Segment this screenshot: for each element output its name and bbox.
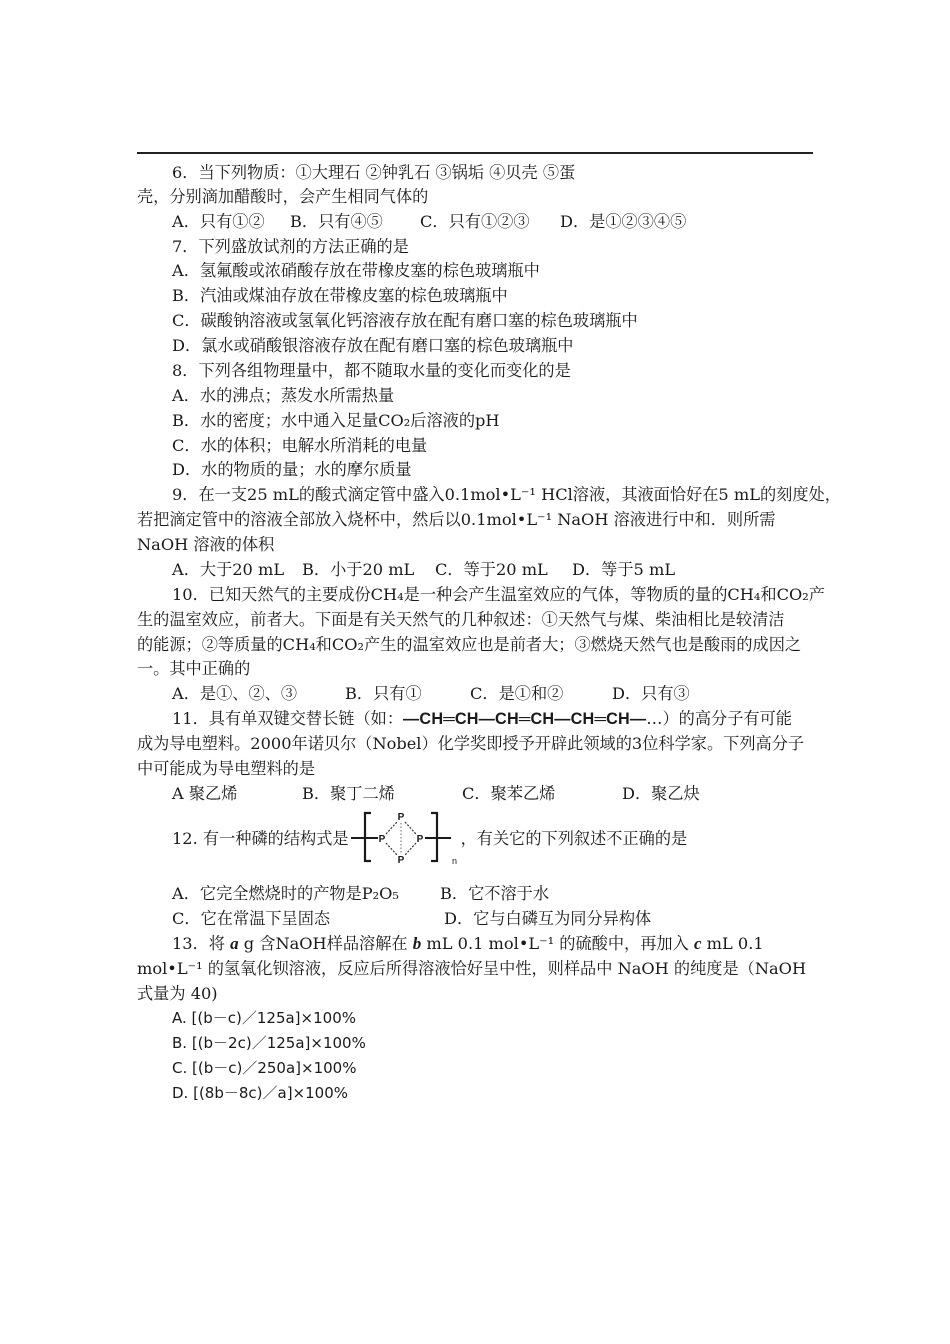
q6-stem-line-2: 壳，分别滴加醋酸时，会产生相同气体的 [137, 187, 429, 206]
q11-chain-formula: —CH═CH—CH═CH—CH═CH— [403, 710, 647, 728]
repeat-subscript-n: n [451, 856, 457, 866]
q6-option-d: D．是①②③④⑤ [560, 212, 687, 231]
q11-stem-line-3: 中可能成为导电塑料的是 [137, 759, 316, 778]
q12-options-row-2 [0, 906, 950, 931]
q12-option-c: C．它在常温下呈固态 [172, 909, 331, 928]
atom-p-bottom: P [397, 855, 404, 866]
q13-option-b: B. [(b－2c)／125a]×100% [172, 1034, 366, 1052]
q13-text-2: g 含NaOH样品溶解在 [238, 934, 413, 953]
q12-options-row-1 [0, 881, 950, 906]
bond-right-bottom [405, 843, 416, 855]
q13-text-3: mL 0.1 mol•L⁻¹ 的硫酸中，再加入 [421, 934, 694, 953]
q10-option-d: D．只有③ [612, 684, 690, 703]
q13-stem-line-2: mol•L⁻¹ 的氢氧化钡溶液，反应后所得溶液恰好呈中性，则样品中 NaOH 的纯度是（NaOH [137, 959, 807, 978]
q7-option-c: C．碳酸钠溶液或氢氧化钙溶液存放在配有磨口塞的棕色玻璃瓶中 [172, 311, 638, 330]
q13-var-c: c [693, 934, 702, 953]
q10-stem-line-1: 10．已知天然气的主要成份CH₄是一种会产生温室效应的气体，等物质的量的CH₄和CO₂产 [172, 585, 825, 604]
bond-left-top [386, 822, 397, 834]
q10-stem-line-3: 的能源；②等质量的CH₄和CO₂产生的温室效应也是前者大；③燃烧天然气也是酸雨的成因之 [137, 635, 802, 654]
q9-stem-line-3: NaOH 溶液的体积 [137, 535, 275, 554]
q6-stem-line-1: 6．当下列物质：①大理石 ②钟乳石 ③锅垢 ④贝壳 ⑤蛋 [172, 163, 576, 182]
q10-option-c: C．是①和② [470, 684, 564, 703]
q9-option-d: D．等于5 mL [572, 560, 676, 579]
q11-stem-line-1 [172, 706, 792, 731]
q10-option-b: B．只有① [345, 684, 422, 703]
q13-option-a: A. [(b－c)／125a]×100% [172, 1009, 356, 1027]
header-rule [137, 152, 813, 154]
q11-options [0, 781, 950, 806]
q9-option-c: C．等于20 mL [435, 560, 548, 579]
q9-stem-line-2: 若把滴定管中的溶液全部放入烧杯中，然后以0.1mol•L⁻¹ NaOH 溶液进行中和．则所需 [137, 510, 776, 529]
bond-top-right [405, 822, 416, 834]
q11-stem-end: …）的高分子有可能 [646, 709, 792, 728]
q11-option-c: C．聚苯乙烯 [462, 784, 556, 803]
q13-var-a: a [230, 934, 239, 953]
phosphorus-structure-formula [351, 808, 459, 866]
q12-option-d: D．它与白磷互为同分异构体 [444, 909, 652, 928]
atom-p-top: P [397, 812, 404, 823]
q10-stem-line-4: 一。其中正确的 [137, 659, 251, 678]
q12-option-b: B．它不溶于水 [440, 884, 550, 903]
q7-option-a: A．氢氟酸或浓硝酸存放在带橡皮塞的棕色玻璃瓶中 [172, 261, 540, 280]
q11-option-d: D．聚乙炔 [622, 784, 700, 803]
q12-stem [172, 808, 687, 866]
q8-option-c: C．水的体积；电解水所消耗的电量 [172, 436, 428, 455]
q7-option-b: B．汽油或煤油存放在带橡皮塞的棕色玻璃瓶中 [172, 286, 508, 305]
q8-option-a: A．水的沸点；蒸发水所需热量 [172, 386, 395, 405]
q13-stem-line-3: 式量为 40) [137, 984, 218, 1003]
q6-option-a: A．只有①② [172, 212, 265, 231]
atom-p-right: P [416, 834, 423, 845]
q7-option-d: D．氯水或硝酸银溶液存放在配有磨口塞的棕色玻璃瓶中 [172, 336, 574, 355]
q10-option-a: A．是①、②、③ [172, 684, 298, 703]
q11-option-a: A 聚乙烯 [172, 784, 238, 803]
q11-stem-line-2: 成为导电塑料。2000年诺贝尔（Nobel）化学奖即授予开辟此领域的3位科学家。下列高分子 [137, 734, 805, 753]
bond-left-bottom [386, 843, 397, 855]
q9-option-a: A．大于20 mL [172, 560, 285, 579]
q6-options [0, 209, 950, 234]
q12-stem-end: ，有关它的下列叙述不正确的是 [460, 829, 688, 848]
q9-stem-line-1: 9．在一支25 mL的酸式滴定管中盛入0.1mol•L⁻¹ HCl溶液，其液面恰好在5 mL的刻度处， [172, 485, 841, 504]
q6-option-c: C．只有①②③ [420, 212, 530, 231]
q13-stem-line-1 [172, 931, 764, 956]
q10-stem-line-2: 生的温室效应，前者大。下面是有关天然气的几种叙述：①天然气与煤、柴油相比是较清洁 [137, 610, 785, 629]
q12-option-a: A．它完全燃烧时的产物是P₂O₅ [172, 884, 399, 903]
q10-options [0, 681, 950, 706]
q13-var-b: b [412, 934, 422, 953]
q13-text-4: mL 0.1 [701, 934, 764, 953]
q7-stem: 7．下列盛放试剂的方法正确的是 [172, 237, 409, 256]
q13-option-d: D. [(8b－8c)／a]×100% [172, 1084, 348, 1102]
q11-stem-start: 11．具有单双键交替长链（如： [172, 709, 404, 728]
q8-stem: 8．下列各组物理量中，都不随取水量的变化而变化的是 [172, 361, 571, 380]
q8-option-b: B．水的密度；水中通入足量CO₂后溶液的pH [172, 411, 500, 430]
q13-text-1: 13．将 [172, 934, 231, 953]
q13-option-c: C. [(b－c)／250a]×100% [172, 1059, 357, 1077]
q6-option-b: B．只有④⑤ [290, 212, 383, 231]
q8-option-d: D．水的物质的量；水的摩尔质量 [172, 460, 412, 479]
q9-options [0, 557, 950, 582]
q12-stem-start: 12. 有一种磷的结构式是 [172, 829, 349, 848]
atom-p-left: P [378, 834, 385, 845]
q9-option-b: B．小于20 mL [302, 560, 415, 579]
q11-option-b: B．聚丁二烯 [302, 784, 395, 803]
